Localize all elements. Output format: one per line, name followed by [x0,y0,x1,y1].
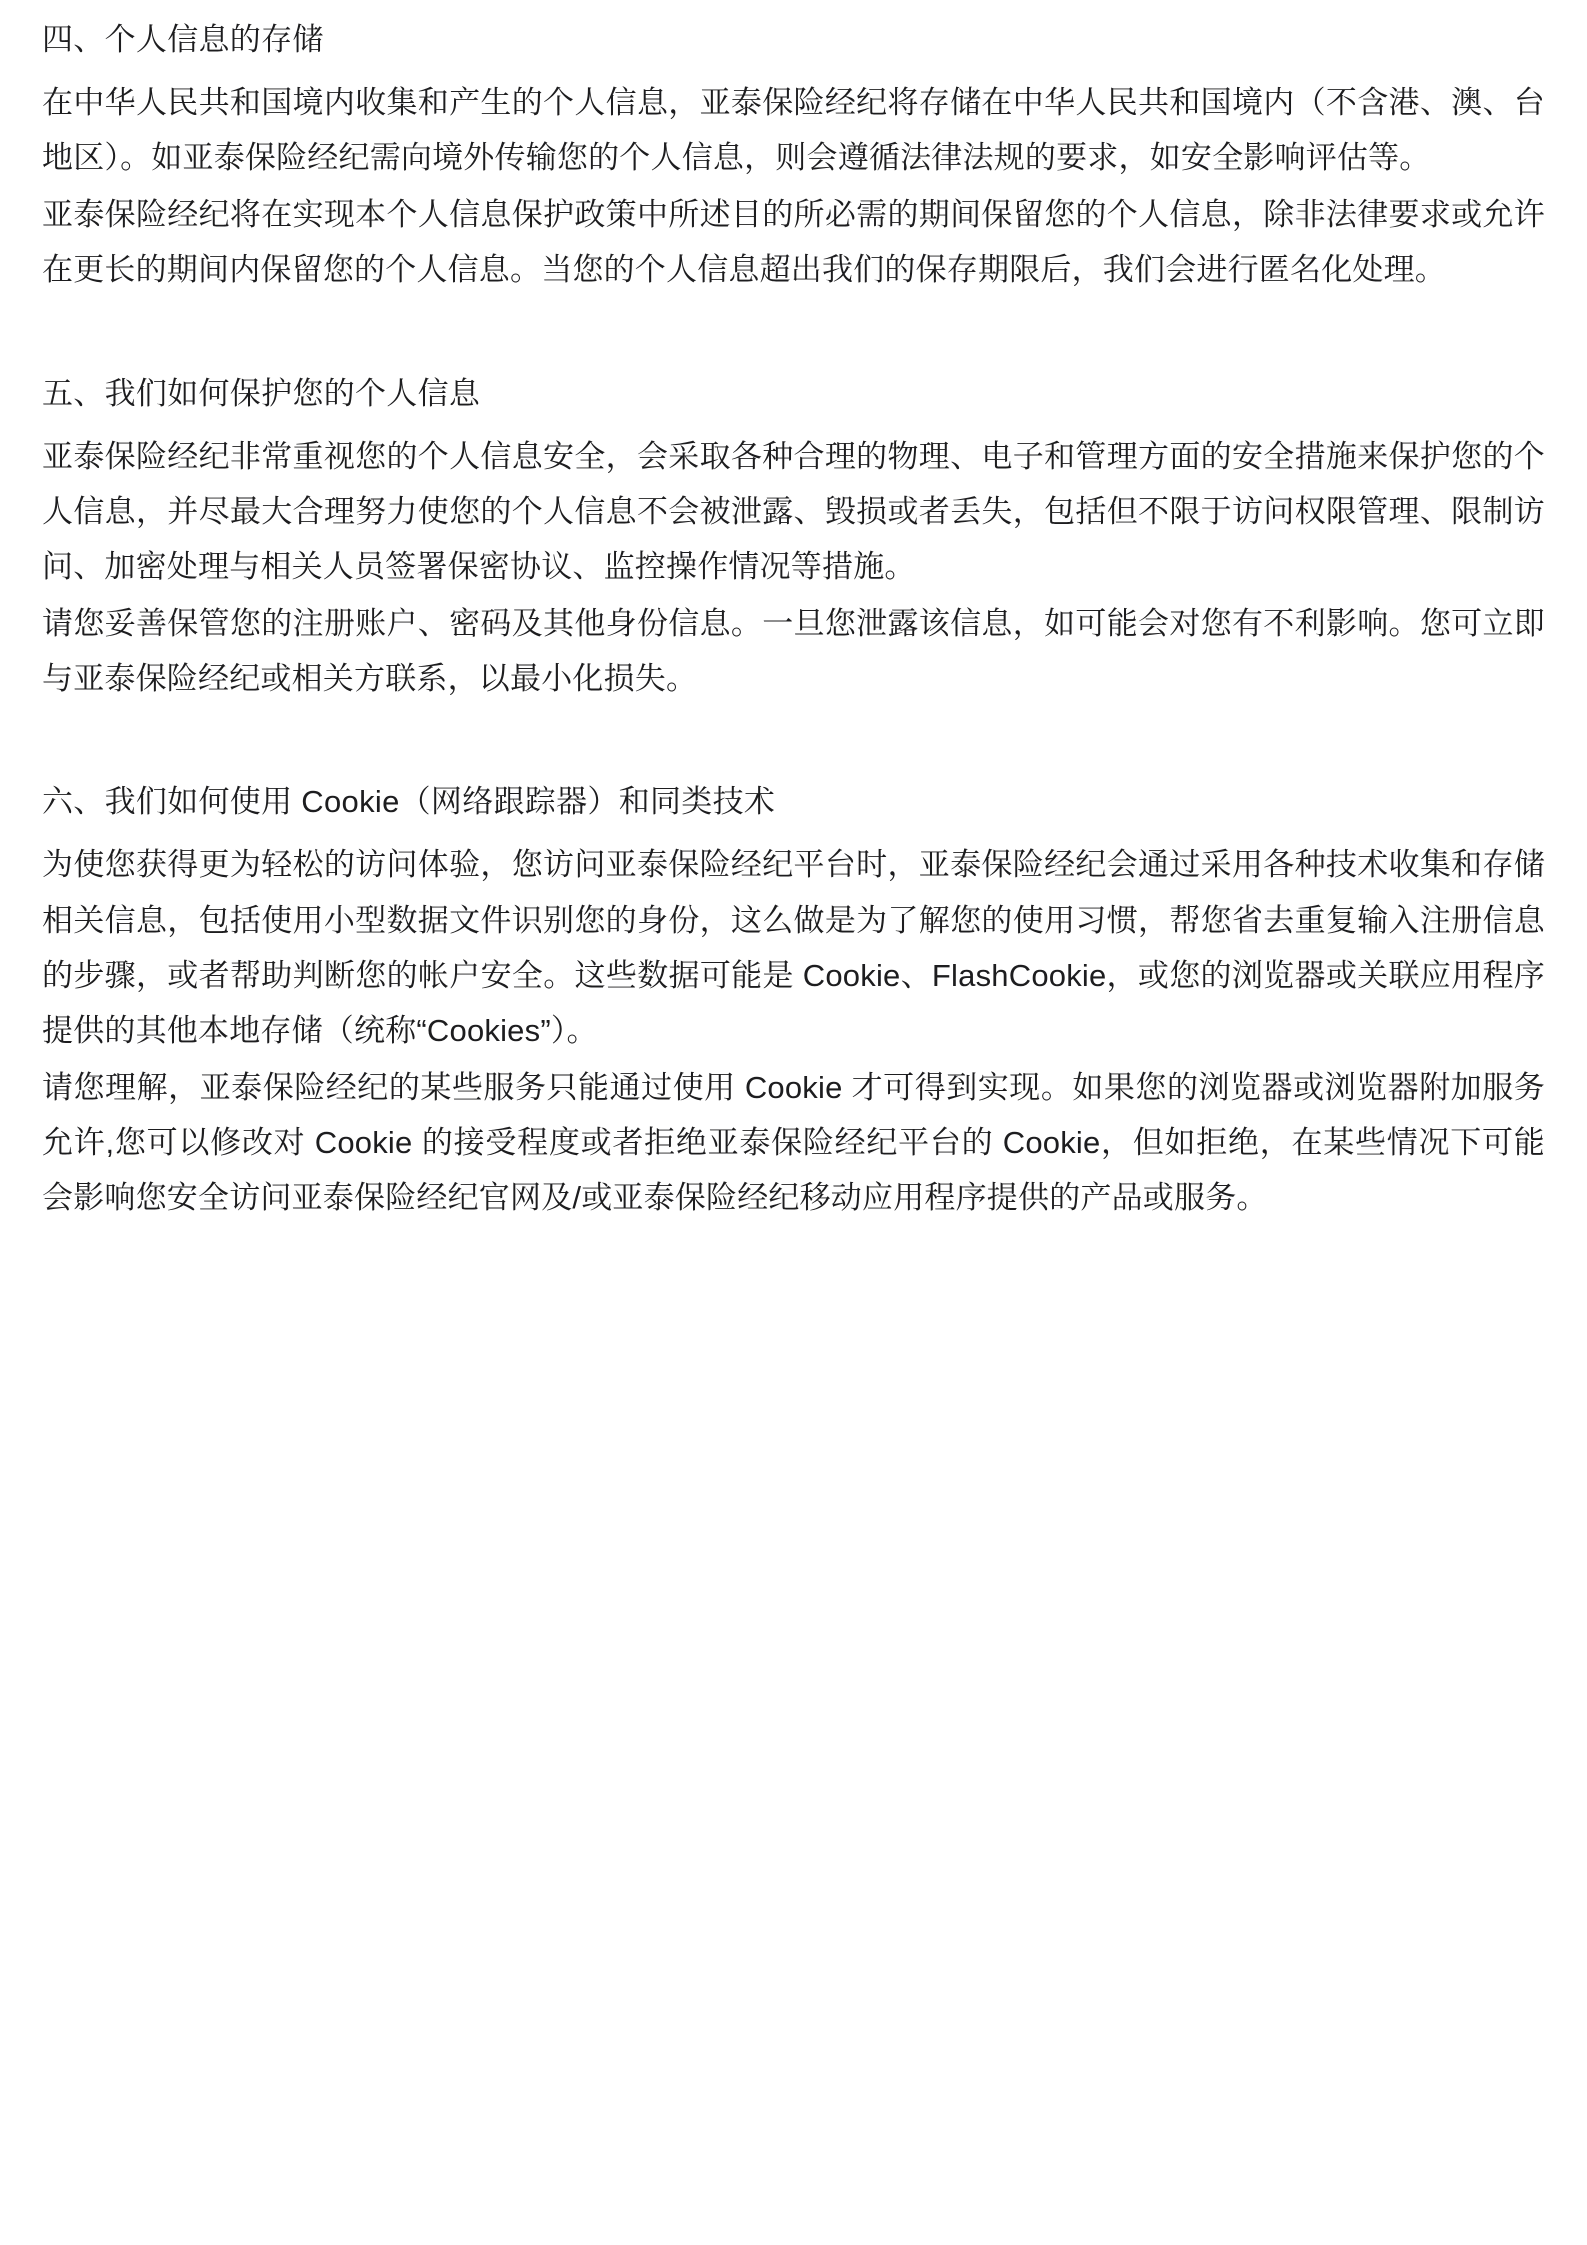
section-five-paragraph-1: 亚泰保险经纪非常重视您的个人信息安全，会采取各种合理的物理、电子和管理方面的安全措施来保护您的个人信息，并尽最大合理努力使您的个人信息不会被泄露、毁损或者丢失，包括但不限于访问权限管理、限制访问、加密处理与相关人员签署保密协议、监控操作情况等措施。 [42,438,1545,584]
section-six-paragraph-1: 为使您获得更为轻松的访问体验，您访问亚泰保险经纪平台时，亚泰保险经纪会通过采用各种技术收集和存储相关信息，包括使用小型数据文件识别您的身份，这么做是为了解您的使用习惯，帮您省去重复输入注册信息的步骤，或者帮助判断您的帐户安全。这些数据可能是 Cookie、FlashCookie，或您的浏览器或关联应用程序提供的其他本地存储（统称“Cookies”）。 [42,847,1545,1048]
section-four [42,18,1545,298]
section-six-paragraph-2: 请您理解，亚泰保险经纪的某些服务只能通过使用 Cookie 才可得到实现。如果您的浏览器或浏览器附加服务允许,您可以修改对 Cookie 的接受程度或者拒绝亚泰保险经纪平台的 Cookie，但如拒绝，在某些情况下可能会影响您安全访问亚泰保险经纪官网及/或亚泰保险经纪移动应用程序提供的产品或服务。 [42,1070,1545,1216]
section-four-paragraph-1: 在中华人民共和国境内收集和产生的个人信息，亚泰保险经纪将存储在中华人民共和国境内（不含港、澳、台地区）。如亚泰保险经纪需向境外传输您的个人信息，则会遵循法律法规的要求，如安全影响评估等。 [42,84,1545,176]
section-divider-spacer-2 [42,716,1545,780]
section-five-heading: 五、我们如何保护您的个人信息 [42,375,481,411]
section-four-paragraph-2: 亚泰保险经纪将在实现本个人信息保护政策中所述目的所必需的期间保留您的个人信息，除非法律要求或允许在更长的期间内保留您的个人信息。当您的个人信息超出我们的保存期限后，我们会进行匿名化处理。 [42,197,1545,288]
section-six [42,780,1545,1225]
section-divider-spacer-1 [42,308,1545,372]
section-five-paragraph-2: 请您妥善保管您的注册账户、密码及其他身份信息。一旦您泄露该信息，如可能会对您有不利影响。您可立即与亚泰保险经纪或相关方联系，以最小化损失。 [42,606,1545,697]
section-four-heading: 四、个人信息的存储 [42,22,324,57]
section-six-heading: 六、我们如何使用 Cookie（网络跟踪器）和同类技术 [42,784,776,820]
section-five [42,372,1545,707]
